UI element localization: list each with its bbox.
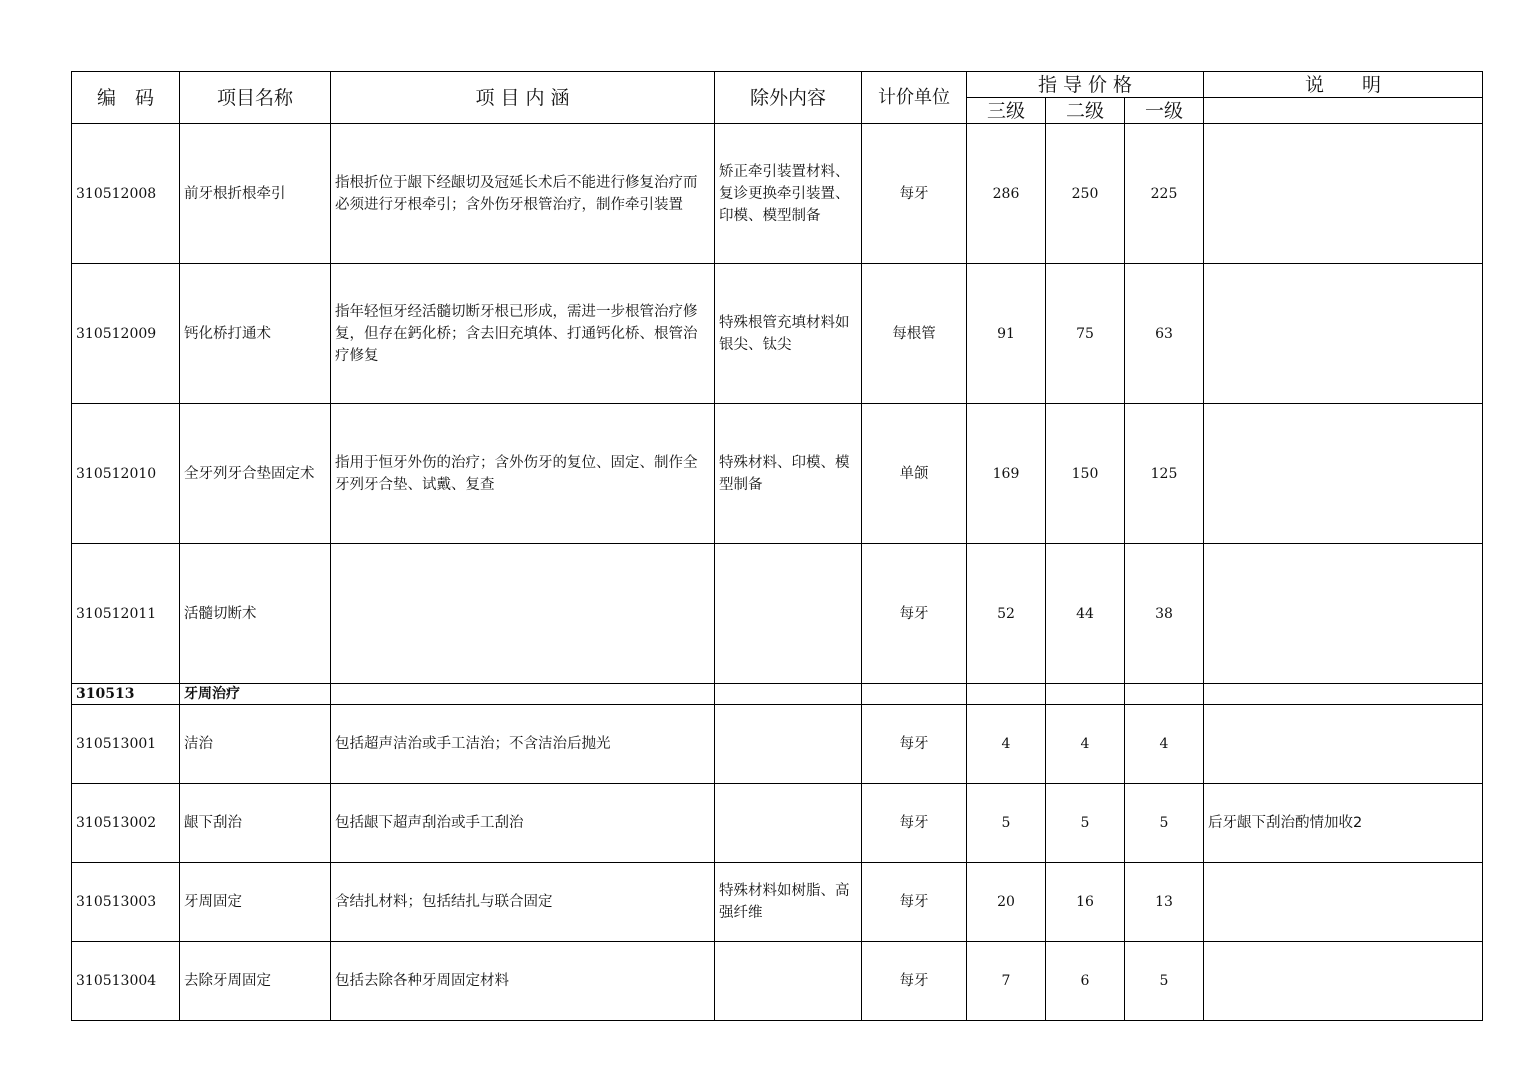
price-level3: 5 <box>967 784 1046 863</box>
price-level3: 52 <box>967 544 1046 684</box>
item-name: 龈下刮治 <box>180 784 331 863</box>
item-note: 后牙龈下刮治酌情加收2 <box>1204 784 1483 863</box>
item-code: 310512008 <box>72 124 180 264</box>
section-code: 310513 <box>72 684 180 705</box>
header-unit: 计价单位 <box>862 72 967 124</box>
header-code: 编 码 <box>72 72 180 124</box>
price-level2: 44 <box>1046 544 1125 684</box>
price-level3: 20 <box>967 863 1046 942</box>
price-level2: 75 <box>1046 264 1125 404</box>
item-code: 310513004 <box>72 942 180 1021</box>
price-level1: 225 <box>1125 124 1204 264</box>
item-name: 洁治 <box>180 705 331 784</box>
item-code: 310512010 <box>72 404 180 544</box>
item-note <box>1204 544 1483 684</box>
price-level2: 4 <box>1046 705 1125 784</box>
item-content: 包括超声洁治或手工洁治；不含洁治后抛光 <box>331 705 715 784</box>
item-name: 活髓切断术 <box>180 544 331 684</box>
table-row <box>72 124 1483 264</box>
item-content: 包括龈下超声刮治或手工刮治 <box>331 784 715 863</box>
item-name: 钙化桥打通术 <box>180 264 331 404</box>
item-code: 310513002 <box>72 784 180 863</box>
price-level2: 6 <box>1046 942 1125 1021</box>
table-row <box>72 404 1483 544</box>
table-row <box>72 784 1483 863</box>
item-excluded: 特殊根管充填材料如银尖、钛尖 <box>715 264 862 404</box>
item-excluded <box>715 784 862 863</box>
item-note <box>1204 705 1483 784</box>
item-code: 310512009 <box>72 264 180 404</box>
item-unit: 每牙 <box>862 544 967 684</box>
item-unit: 每牙 <box>862 705 967 784</box>
price-table <box>71 71 1483 1021</box>
price-level2: 5 <box>1046 784 1125 863</box>
header-level2: 二级 <box>1046 98 1125 124</box>
price-level3: 7 <box>967 942 1046 1021</box>
item-content: 指用于恒牙外伤的治疗；含外伤牙的复位、固定、制作全牙列牙合垫、试戴、复查 <box>331 404 715 544</box>
item-content: 指根折位于龈下经龈切及冠延长术后不能进行修复治疗而必须进行牙根牵引；含外伤牙根管治疗，制作牵引装置 <box>331 124 715 264</box>
item-note <box>1204 404 1483 544</box>
item-code: 310512011 <box>72 544 180 684</box>
price-level1: 63 <box>1125 264 1204 404</box>
item-content: 含结扎材料；包括结扎与联合固定 <box>331 863 715 942</box>
table-row <box>72 942 1483 1021</box>
table-row <box>72 863 1483 942</box>
price-level3: 4 <box>967 705 1046 784</box>
table-row <box>72 264 1483 404</box>
header-name: 项目名称 <box>180 72 331 124</box>
item-content <box>331 544 715 684</box>
item-unit: 每牙 <box>862 863 967 942</box>
section-row <box>72 684 1483 705</box>
table-row <box>72 544 1483 684</box>
item-note <box>1204 124 1483 264</box>
item-excluded <box>715 705 862 784</box>
item-excluded: 矫正牵引装置材料、复诊更换牵引装置、印模、模型制备 <box>715 124 862 264</box>
price-level3: 91 <box>967 264 1046 404</box>
item-excluded <box>715 942 862 1021</box>
price-level1: 38 <box>1125 544 1204 684</box>
item-name: 全牙列牙合垫固定术 <box>180 404 331 544</box>
item-code: 310513001 <box>72 705 180 784</box>
item-note <box>1204 264 1483 404</box>
section-name: 牙周治疗 <box>180 684 331 705</box>
header-excluded: 除外内容 <box>715 72 862 124</box>
item-unit: 每牙 <box>862 942 967 1021</box>
item-excluded: 特殊材料、印模、模型制备 <box>715 404 862 544</box>
price-level1: 5 <box>1125 942 1204 1021</box>
price-level1: 125 <box>1125 404 1204 544</box>
price-level2: 250 <box>1046 124 1125 264</box>
item-excluded <box>715 544 862 684</box>
item-name: 牙周固定 <box>180 863 331 942</box>
item-name: 去除牙周固定 <box>180 942 331 1021</box>
item-excluded: 特殊材料如树脂、高强纤维 <box>715 863 862 942</box>
item-unit: 每牙 <box>862 124 967 264</box>
price-level1: 13 <box>1125 863 1204 942</box>
header-note: 说 明 <box>1204 72 1483 98</box>
item-note <box>1204 942 1483 1021</box>
item-code: 310513003 <box>72 863 180 942</box>
price-level1: 5 <box>1125 784 1204 863</box>
item-name: 前牙根折根牵引 <box>180 124 331 264</box>
price-level1: 4 <box>1125 705 1204 784</box>
header-price: 指 导 价 格 <box>967 72 1204 98</box>
table-row <box>72 705 1483 784</box>
header-level1: 一级 <box>1125 98 1204 124</box>
item-unit: 每牙 <box>862 784 967 863</box>
price-level3: 169 <box>967 404 1046 544</box>
item-note <box>1204 863 1483 942</box>
price-level3: 286 <box>967 124 1046 264</box>
item-unit: 每根管 <box>862 264 967 404</box>
item-unit: 单颌 <box>862 404 967 544</box>
header-level3: 三级 <box>967 98 1046 124</box>
header-note-blank <box>1204 98 1483 124</box>
price-level2: 150 <box>1046 404 1125 544</box>
item-content: 包括去除各种牙周固定材料 <box>331 942 715 1021</box>
price-level2: 16 <box>1046 863 1125 942</box>
item-content: 指年轻恒牙经活髓切断牙根已形成，需进一步根管治疗修复，但存在鈣化桥；含去旧充填体、打通钙化桥、根管治疗修复 <box>331 264 715 404</box>
header-content: 项 目 内 涵 <box>331 72 715 124</box>
